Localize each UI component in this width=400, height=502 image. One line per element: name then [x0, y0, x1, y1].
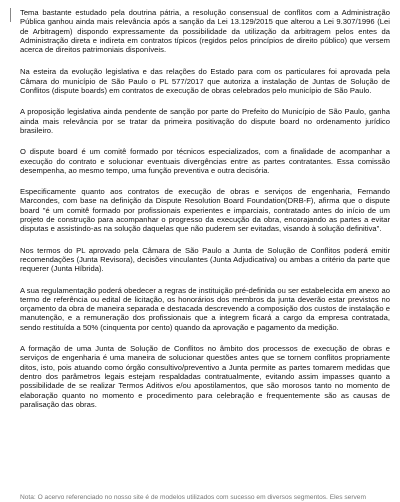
footer-note: Nota: O acervo referenciado no nosso site é de modelos utilizados com sucesso em diversos segmentos. Eles servem: [20, 494, 366, 501]
paragraph-pl-577-2017: Na esteira da evolução legislativa e das relações do Estado para com os particulares foi aprovada pela Câmara do município de São Paulo o PL 577/2017 que autoriza a instalação de Juntas de Solução de Conflitos (dispute boards) em contratos de execução de obras celebrados pelo município de São Paulo.: [20, 67, 390, 96]
paragraph-fernando-marcondes: Especificamente quanto aos contratos de execução de obras e serviços de engenharia, Fernando Marcondes, com base na definição da Dispute Resolution Board Foundation(DRB-F), afirma que o dispute board "é um comitê formado por profissionais experientes e imparciais, contratado antes do início de um projeto de construção para acompanhar o progresso da execução da obra, encorajando as partes a evitar disputas e assistindo-as na solução daquelas que não puderem ser evitadas, visando à solução definitiva".: [20, 187, 390, 234]
text-cursor-bar: [10, 8, 11, 22]
paragraph-tipos-de-junta: Nos termos do PL aprovado pela Câmara de São Paulo a Junta de Solução de Conflitos poderá emitir recomendações (Junta Revisora), decisões vinculantes (Junta Adjudicativa) ou ambas a critério da parte que requerer (Junta Híbrida).: [20, 245, 390, 274]
paragraph-arbitragem: Tema bastante estudado pela doutrina pátria, a resolução consensual de conflitos com a Administração Pública ganhou ainda mais relevância após a sanção da Lei 13.129/2015 que alterou a Lei 9.307/1996 (Lei de Arbitragem) dispondo expressamente da possibilidade da utilização da arbitragem pelos entes da Administração direta e indireta em contratos típicos (regidos pelos princípios de direito público) que versem acerca de direitos patrimoniais disponíveis.: [20, 8, 390, 55]
paragraph-formacao-junta: A formação de uma Junta de Solução de Conflitos no âmbito dos processos de execução de obras e serviços de engenharia é uma maneira de solucionar questões antes que se tornem conflitos propriamente ditos, isto, pois atuando como órgão consultivo/preventivo a Junta permite as partes tomarem medidas que dentro dos parâmetros legais estejam respaldadas contratualmente, evitando assim impasses quanto a possibilidade de se realizar Termos Aditivos e/ou apostilamentos, que são morosos tanto no momento de elaboração quanto no momento e procedimento para celebração e frequentemente são as causas de paralisação das obras.: [20, 344, 390, 409]
paragraph-positivacao: A proposição legislativa ainda pendente de sanção por parte do Prefeito do Município de São Paulo, ganha ainda mais relevância por se tratar da primeira positivação do dispute board no ordenamento jurídico brasileiro.: [20, 107, 390, 135]
paragraph-regulamentacao: A sua regulamentação poderá obedecer a regras de instituição pré-definida ou ser estabelecida em anexo ao termo de referência ou edital de licitação, os honorários dos membros da junta deverão estar previstos no orçamento da obra de maneira separada e destacada descrevendo a composição dos custos de instalação e manutenção, e a remuneração dos profissionais que a integrem ficará a cargo da empresa contratada, sendo restituída a 50% (cinquenta por cento) quando da aprovação e pagamento da medição.: [20, 285, 390, 332]
paragraph-dispute-board-definicao: O dispute board é um comitê formado por técnicos especializados, com a finalidade de acompanhar a execução do contrato e solucionar eventuais divergências entre as partes contratantes. Essa comissão desempenha, ao mesmo tempo, uma função preventiva e outra decisória.: [20, 147, 390, 175]
